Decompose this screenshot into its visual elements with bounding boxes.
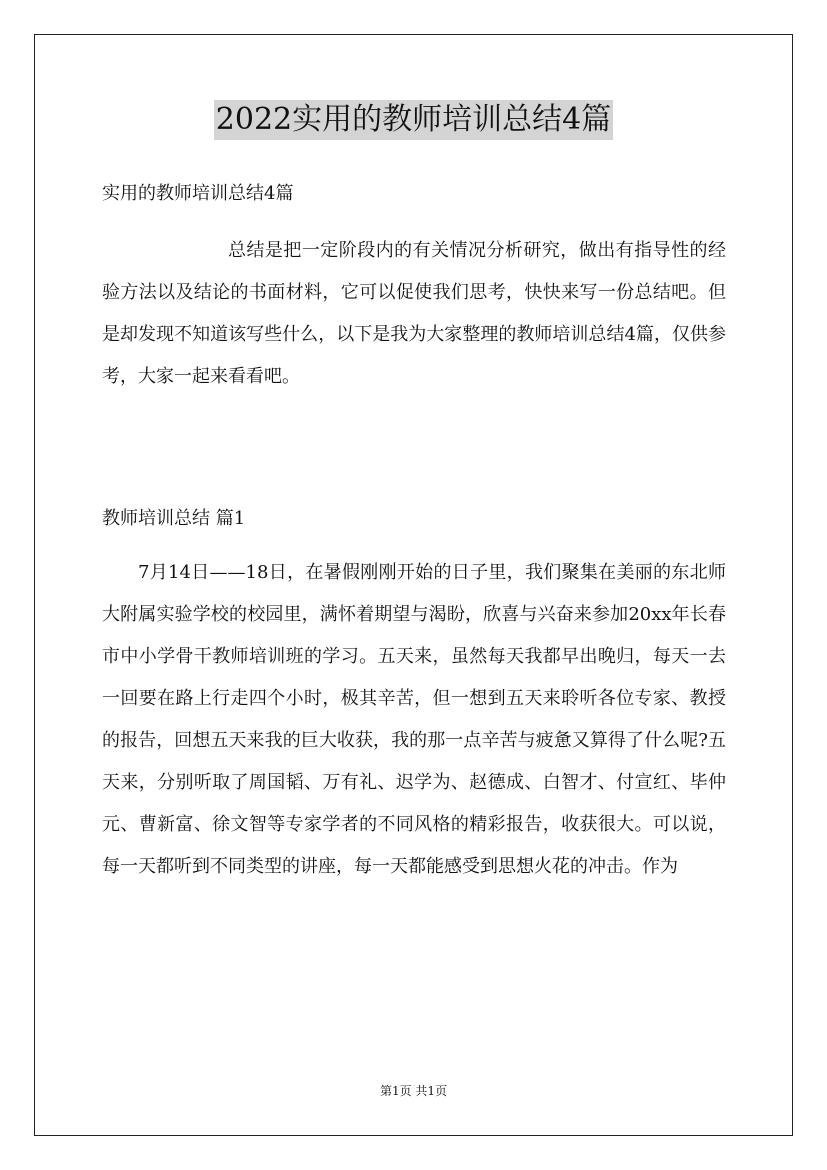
title-container [0, 100, 827, 140]
section-body-paragraph: 7月14日——18日，在暑假刚刚开始的日子里，我们聚集在美丽的东北师大附属实验学校的校园里，满怀着期望与渴盼，欣喜与兴奋来参加20xx年长春市中小学骨干教师培训班的学习。五天来，虽然每天我都早出晚归，每天一去一回要在路上行走四个小时，极其辛苦，但一想到五天来聆听各位专家、教授的报告，回想五天来我的巨大收获，我的那一点辛苦与疲惫又算得了什么呢?五天来，分别听取了周国韬、万有礼、迟学为、赵德成、白智才、付宣红、毕仲元、曹新富、徐文智等专家学者的不同风格的精彩报告，收获很大。可以说，每一天都听到不同类型的讲座，每一天都能感受到思想火花的冲击。作为 [102, 562, 726, 877]
document-title: 2022实用的教师培训总结4篇 [214, 100, 613, 140]
intro-paragraph: 总结是把一定阶段内的有关情况分析研究，做出有指导性的经验方法以及结论的书面材料，它可以促使我们思考，快快来写一份总结吧。但是却发现不知道该写些什么，以下是我为大家整理的教师培训总结4篇，仅供参考，大家一起来看看吧。 [102, 240, 726, 387]
document-subtitle: 实用的教师培训总结4篇 [102, 183, 294, 204]
section-heading: 教师培训总结 篇1 [102, 508, 246, 529]
page-footer: 第1页 共1页 [379, 1084, 448, 1098]
